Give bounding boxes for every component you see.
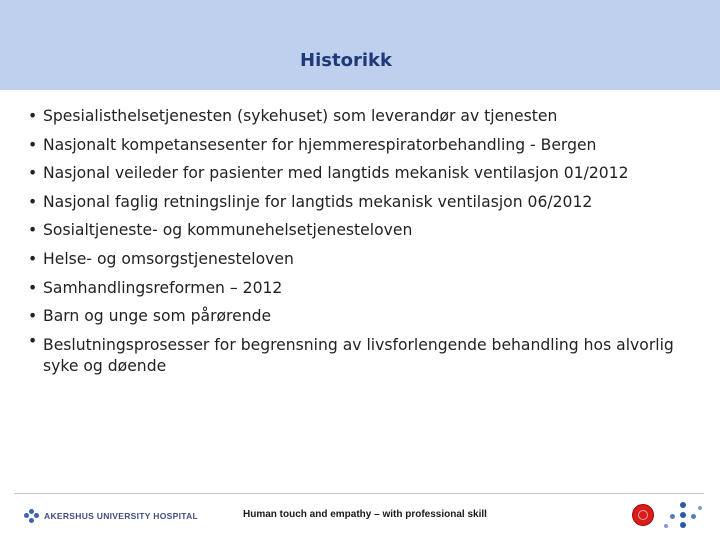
list-item-text: Nasjonal veileder for pasienter med langtids mekanisk ventilasjon 01/2012 bbox=[43, 164, 629, 183]
bullet-icon: • bbox=[28, 278, 38, 297]
list-item-text: Beslutningsprosesser for begrensning av livsforlengende behandling hos alvorlig syke og døende bbox=[43, 335, 674, 375]
hospital-logo bbox=[24, 506, 198, 526]
list-item bbox=[28, 302, 698, 331]
bullet-icon: • bbox=[28, 135, 38, 154]
bullet-icon: • bbox=[28, 107, 38, 125]
slide-title: Historikk bbox=[300, 50, 392, 71]
logo-text: AKERSHUS UNIVERSITY HOSPITAL bbox=[44, 511, 199, 521]
dots-pattern-icon bbox=[664, 502, 704, 532]
list-item-text: Sosialtjeneste- og kommunehelsetjenesteloven bbox=[43, 221, 413, 240]
list-item bbox=[28, 131, 698, 160]
seal-icon bbox=[632, 504, 654, 526]
list-item bbox=[28, 102, 698, 131]
bullet-icon: • bbox=[28, 221, 38, 240]
list-item-text: Samhandlingsreformen – 2012 bbox=[43, 278, 283, 297]
footer-divider bbox=[14, 493, 704, 494]
list-item bbox=[28, 216, 698, 245]
bullet-icon: • bbox=[28, 249, 38, 268]
list-item-text: Helse- og omsorgstjenesteloven bbox=[43, 249, 294, 268]
logo-mark-icon bbox=[24, 509, 38, 523]
bullet-icon: • bbox=[28, 307, 38, 326]
list-item-text: Barn og unge som pårørende bbox=[43, 307, 272, 326]
list-item bbox=[28, 274, 698, 303]
bullet-icon: • bbox=[28, 164, 38, 183]
list-item bbox=[28, 159, 698, 188]
bullet-icon: • bbox=[28, 331, 38, 350]
list-item bbox=[28, 245, 698, 274]
footer-tagline: Human touch and empathy – with professional skill bbox=[243, 509, 487, 520]
bullet-list bbox=[28, 102, 698, 377]
list-item-text: Spesialisthelsetjenesten (sykehuset) som leverandør av tjenesten bbox=[43, 107, 558, 125]
list-item bbox=[28, 331, 698, 377]
list-item-text: Nasjonalt kompetansesenter for hjemmerespiratorbehandling - Bergen bbox=[43, 135, 597, 154]
list-item bbox=[28, 188, 698, 217]
list-item-text: Nasjonal faglig retningslinje for langtids mekanisk ventilasjon 06/2012 bbox=[43, 192, 593, 211]
header-band bbox=[0, 0, 720, 90]
bullet-icon: • bbox=[28, 192, 38, 211]
